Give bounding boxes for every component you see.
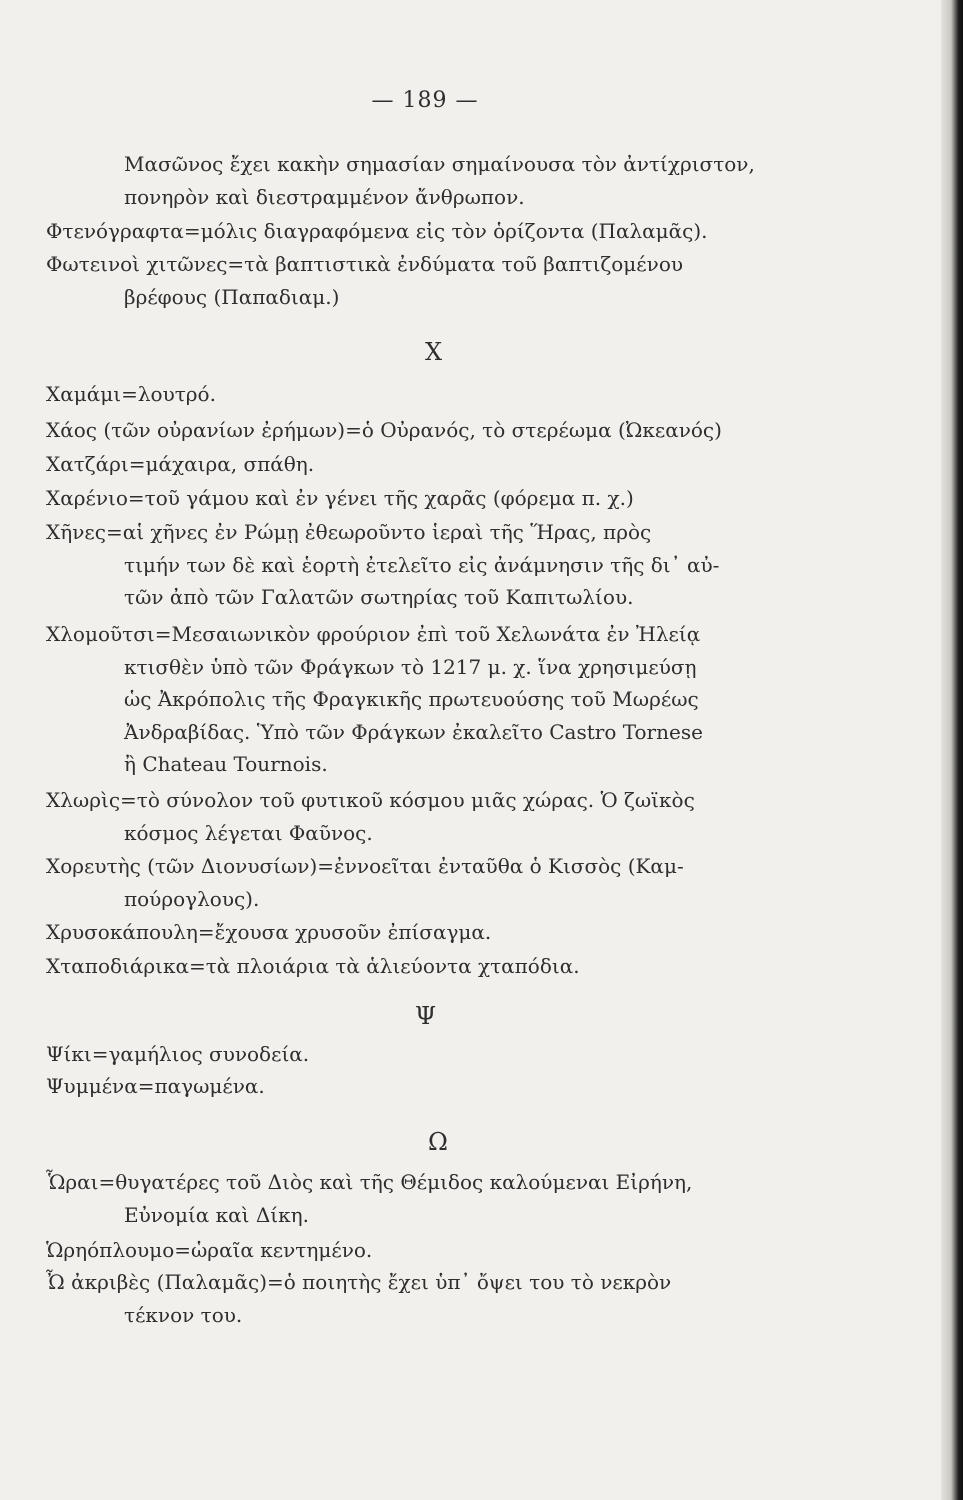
entry-chatzari: Χατζάρι=μάχαιρα, σπάθη. [46, 452, 315, 476]
entry-chamami: Χαμάμι=λουτρό. [46, 382, 216, 406]
entry-chlomoutsi: Χλομοῦτσι=Μεσαιωνικὸν φρούριον ἐπὶ τοῦ Χελωνάτα ἐν Ἠλείᾳ κτισθὲν ὑπὸ τῶν Φράγκων τὸ 1217 μ. χ. ἵνα χρησιμεύσῃ ὡς Ἀκρόπολις τῆς Φραγκικῆς πρωτευούσης τοῦ Μωρέως Ἀνδραβίδας. Ὑπὸ τῶν Φράγκων ἐκαλεῖτο Castro Tornese ἢ Chateau Tournois. [46, 622, 703, 776]
entry-foteinoi: Φωτεινοὶ χιτῶνες=τὰ βαπτιστικὰ ἐνδύματα τοῦ βαπτιζομένου βρέφους (Παπαδιαμ.) [46, 252, 684, 309]
entry-choreftis: Χορευτὴς (τῶν Διονυσίων)=ἐννοεῖται ἐνταῦθα ὁ Κισσὸς (Καμ- πούρογλους). [46, 854, 684, 911]
entry-orai: Ὧραι=θυγατέρες τοῦ Διὸς καὶ τῆς Θέμιδος καλούμεναι Εἰρήνη, Εὐνομία καὶ Δίκη. [46, 1170, 693, 1227]
entry-oriopl: Ὡρηόπλουμο=ὡραῖα κεντημένο. [46, 1238, 373, 1262]
entry-chaos: Χάος (τῶν οὐρανίων ἐρήμων)=ὁ Οὐρανός, τὸ στερέωμα (Ὠκεανός) [46, 418, 722, 442]
page-edge-shadow [941, 0, 963, 1500]
entry-chloris: Χλωρὶς=τὸ σύνολον τοῦ φυτικοῦ κόσμου μιᾶς χώρας. Ὁ ζωϊκὸς κόσμος λέγεται Φαῦνος. [46, 788, 695, 845]
entry-charenio: Χαρένιο=τοῦ γάμου καὶ ἐν γένει τῆς χαρᾶς (φόρεμα π. χ.) [46, 486, 634, 510]
entry-o-akrives: Ὦ ἀκριβὲς (Παλαμᾶς)=ὁ ποιητὴς ἔχει ὑπ᾽ ὄψει του τὸ νεκρὸν τέκνον του. [46, 1270, 672, 1327]
page-number: — 189 — [371, 88, 479, 113]
section-letter-psi: Ψ [415, 1002, 437, 1030]
entry-psymmena: Ψυμμένα=παγωμένα. [46, 1074, 265, 1098]
entry-chines: Χῆνες=αἱ χῆνες ἐν Ρώμῃ ἐθεωροῦντο ἱεραὶ τῆς Ἥρας, πρὸς τιμήν των δὲ καὶ ἑορτὴ ἐτελεῖτο εἰς ἀνάμνησιν τῆς δι᾽ αὐ- τῶν ἀπὸ τῶν Γαλατῶν σωτηρίας τοῦ Καπιτωλίου. [46, 520, 720, 609]
section-letter-omega: Ω [428, 1128, 448, 1156]
entry-chtapodiarika: Χταποδιάρικα=τὰ πλοιάρια τὰ ἁλιεύοντα χταπόδια. [46, 954, 580, 978]
entry-continuation: Μασῶνος ἔχει κακὴν σημασίαν σημαίνουσα τὸν ἀντίχριστον, πονηρὸν καὶ διεστραμμένον ἄνθρωπον. [124, 152, 755, 209]
entry-ftenografta: Φτενόγραφτα=μόλις διαγραφόμενα εἰς τὸν ὁρίζοντα (Παλαμᾶς). [46, 219, 708, 243]
entry-psiki: Ψίκι=γαμήλιος συνοδεία. [46, 1042, 310, 1066]
entry-chrysokapouli: Χρυσοκάπουλη=ἔχουσα χρυσοῦν ἐπίσαγμα. [46, 920, 492, 944]
section-letter-chi: Χ [425, 338, 443, 366]
